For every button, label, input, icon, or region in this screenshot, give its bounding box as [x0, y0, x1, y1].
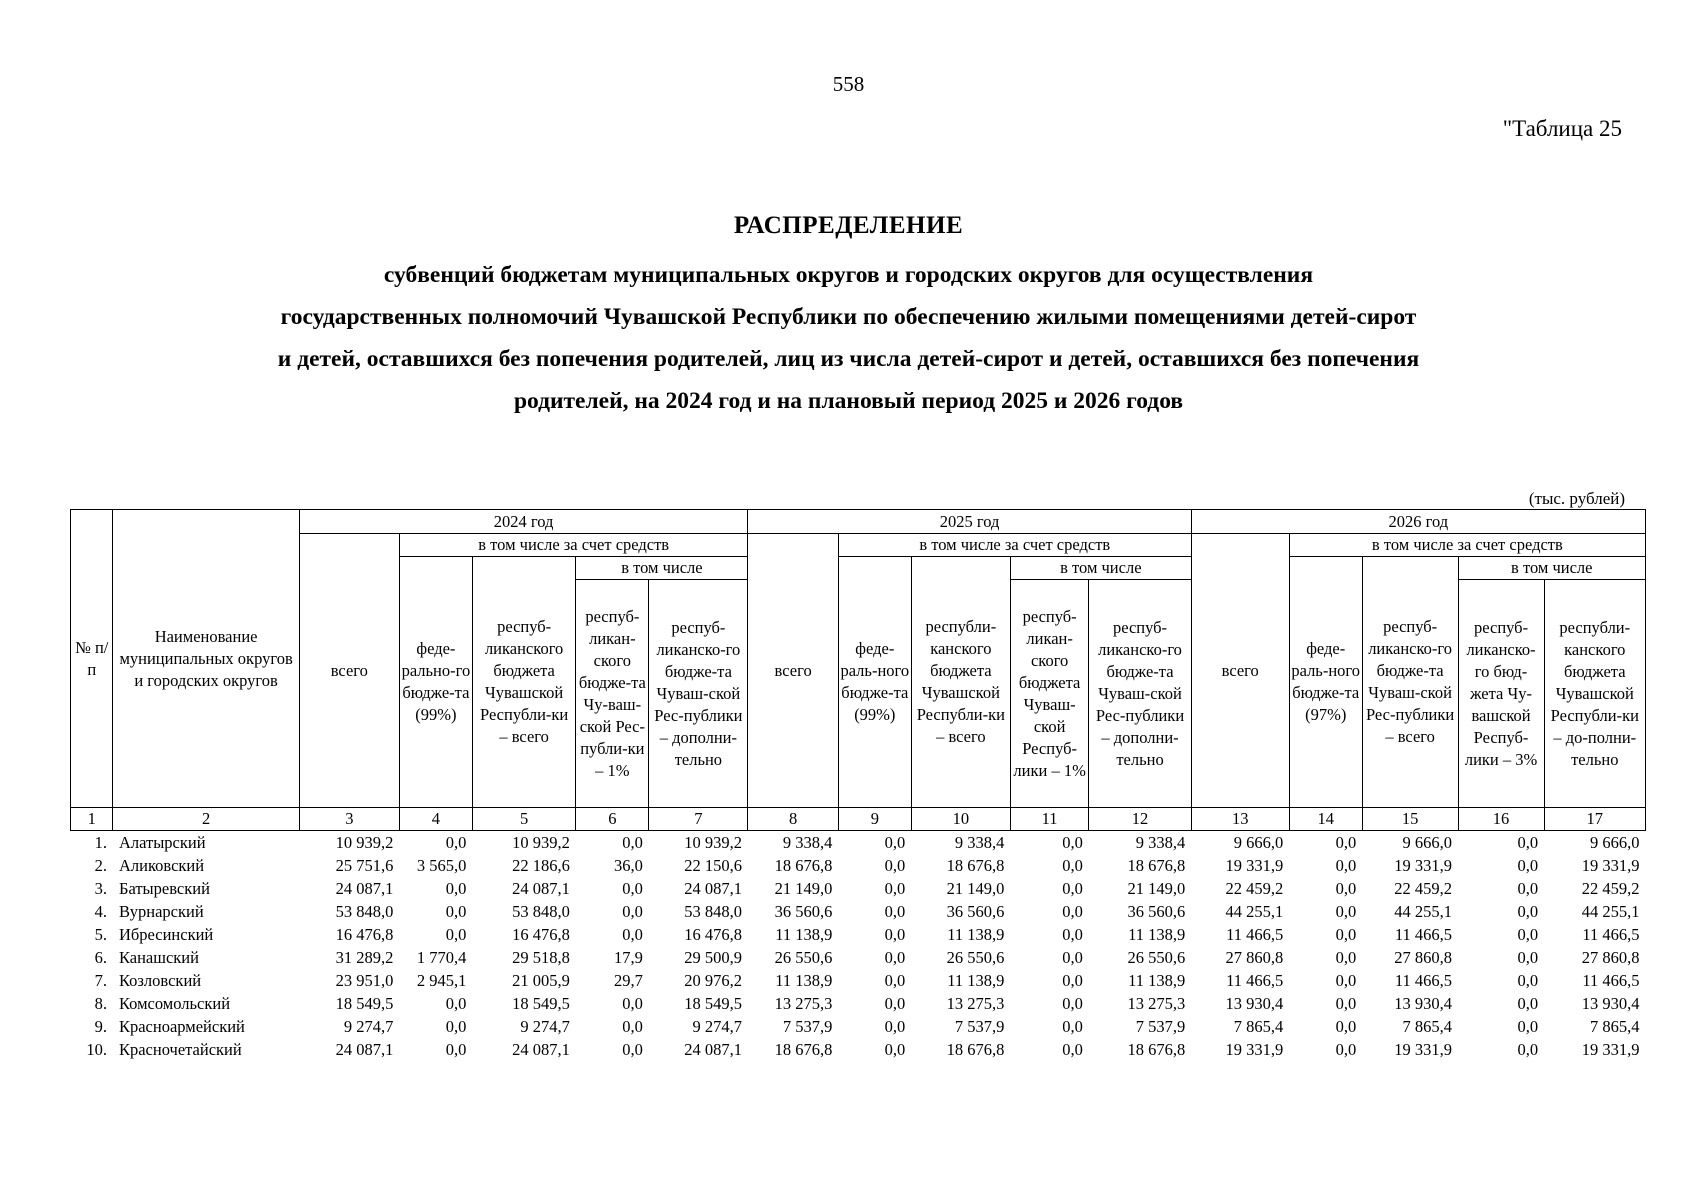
amount-cell: 9 338,4 — [954, 832, 1005, 852]
amount-cell: 22 150,6 — [684, 855, 742, 875]
row-number: 1. — [94, 832, 107, 852]
amount-cell: 0,0 — [884, 832, 906, 852]
amount-cell: 19 331,9 — [1394, 855, 1453, 875]
amount-cell: 24 087,1 — [512, 1039, 570, 1059]
table-row — [71, 946, 1646, 969]
amount-cell: 0,0 — [884, 1016, 906, 1036]
header-incl-2024: в том числе — [576, 557, 748, 580]
header-fed-2025: феде-раль-ного бюдже-та (99%) — [838, 557, 911, 808]
amount-cell: 0,0 — [1335, 855, 1357, 875]
amount-cell: 36 560,6 — [946, 901, 1005, 921]
amount-cell: 18 676,8 — [774, 1039, 833, 1059]
amount-cell: 21 149,0 — [1127, 878, 1186, 898]
amount-cell: 13 930,4 — [1225, 993, 1284, 1013]
amount-cell: 19 331,9 — [1225, 855, 1284, 875]
amount-cell: 9 274,7 — [343, 1016, 394, 1036]
amount-cell: 16 476,8 — [335, 924, 394, 944]
amount-cell: 11 138,9 — [947, 970, 1005, 990]
table-row — [71, 1038, 1646, 1061]
amount-cell: 36 560,6 — [774, 901, 833, 921]
header-incl-funds-2026: в том числе за счет средств — [1289, 534, 1645, 557]
amount-cell: 53 848,0 — [512, 901, 570, 921]
column-number: 11 — [1010, 808, 1088, 831]
amount-cell: 1 770,4 — [416, 947, 467, 967]
subtitle-line: государственных полномочий Чувашской Республики по обеспечению жилыми помещениями детей-сирот — [280, 304, 1417, 330]
amount-cell: 26 550,6 — [1127, 947, 1186, 967]
amount-cell: 29,7 — [613, 970, 643, 990]
amount-cell: 18 549,5 — [335, 993, 394, 1013]
header-name: Наименование муниципальных округов и городских округов — [113, 510, 299, 808]
amount-cell: 11 138,9 — [775, 924, 833, 944]
row-number: 9. — [94, 1016, 107, 1036]
table-row — [71, 969, 1646, 992]
amount-cell: 10 939,2 — [684, 832, 742, 852]
row-number: 8. — [94, 993, 107, 1013]
amount-cell: 7 865,4 — [1590, 1016, 1640, 1036]
amount-cell: 29 500,9 — [684, 947, 742, 967]
amount-cell: 16 476,8 — [684, 924, 742, 944]
amount-cell: 0,0 — [622, 1039, 643, 1059]
amount-cell: 23 951,0 — [335, 970, 394, 990]
header-rep-pct-2026: респуб-ликанско-го бюд-жета Чу-вашской Респуб-лики – 3% — [1458, 580, 1544, 808]
amount-cell: 0,0 — [1062, 901, 1083, 921]
table-row — [71, 992, 1646, 1015]
amount-cell: 9 666,0 — [1402, 832, 1453, 852]
table-row — [71, 923, 1646, 946]
amount-cell: 13 930,4 — [1581, 993, 1640, 1013]
header-incl-2026: в том числе — [1458, 557, 1645, 580]
amount-cell: 0,0 — [1517, 1039, 1539, 1059]
column-number: 6 — [576, 808, 649, 831]
header-total-2025: всего — [748, 534, 838, 808]
amount-cell: 7 537,9 — [1135, 1016, 1186, 1036]
amount-cell: 24 087,1 — [512, 878, 570, 898]
amount-cell: 13 275,3 — [1127, 993, 1186, 1013]
row-number: 3. — [94, 878, 107, 898]
amount-cell: 20 976,2 — [684, 970, 742, 990]
amount-cell: 0,0 — [1335, 1016, 1357, 1036]
column-number: 15 — [1362, 808, 1458, 831]
amount-cell: 9 274,7 — [520, 1016, 570, 1036]
column-number: 10 — [911, 808, 1010, 831]
amount-cell: 24 087,1 — [684, 878, 742, 898]
amount-cell: 27 860,8 — [1394, 947, 1453, 967]
column-number: 9 — [838, 808, 911, 831]
amount-cell: 18 549,5 — [684, 993, 742, 1013]
amount-cell: 21 149,0 — [946, 878, 1005, 898]
district-name: Аликовский — [118, 855, 205, 875]
amount-cell: 10 939,2 — [335, 832, 394, 852]
row-number: 2. — [94, 855, 107, 875]
amount-cell: 0,0 — [622, 924, 643, 944]
table-body — [71, 831, 1646, 1062]
amount-cell: 22 459,2 — [1394, 878, 1453, 898]
row-number: 5. — [94, 924, 107, 944]
amount-cell: 26 550,6 — [774, 947, 833, 967]
district-name: Красночетайский — [118, 1039, 242, 1059]
amount-cell: 0,0 — [622, 832, 643, 852]
row-number: 10. — [86, 1039, 107, 1059]
column-number: 13 — [1191, 808, 1289, 831]
column-number: 8 — [748, 808, 838, 831]
header-year-2024: 2024 год — [299, 510, 748, 534]
amount-cell: 0,0 — [1517, 970, 1539, 990]
amount-cell: 0,0 — [1335, 947, 1357, 967]
header-fed-2026: феде-раль-ного бюдже-та (97%) — [1289, 557, 1362, 808]
header-no: № п/п — [71, 510, 113, 808]
header-year-2026: 2026 год — [1191, 510, 1645, 534]
amount-cell: 11 466,5 — [1394, 924, 1453, 944]
column-number: 12 — [1089, 808, 1191, 831]
amount-cell: 11 138,9 — [1128, 970, 1186, 990]
amount-cell: 7 865,4 — [1402, 1016, 1453, 1036]
table-row — [71, 877, 1646, 900]
amount-cell: 22 459,2 — [1225, 878, 1284, 898]
header-total-2024: всего — [299, 534, 399, 808]
amount-cell: 22 186,6 — [512, 855, 570, 875]
district-name: Батыревский — [118, 878, 210, 898]
amount-cell: 27 860,8 — [1225, 947, 1284, 967]
amount-cell: 0,0 — [1062, 832, 1083, 852]
amount-cell: 19 331,9 — [1394, 1039, 1453, 1059]
column-number: 2 — [113, 808, 299, 831]
column-number: 17 — [1544, 808, 1645, 831]
amount-cell: 11 466,5 — [1582, 924, 1640, 944]
amount-cell: 0,0 — [884, 993, 906, 1013]
amount-cell: 9 338,4 — [782, 832, 833, 852]
amount-cell: 0,0 — [622, 878, 643, 898]
header-rep-all-2026: респуб-ликанско-го бюдже-та Чуваш-ской Рес-публики – всего — [1362, 557, 1458, 808]
amount-cell: 0,0 — [445, 901, 467, 921]
header-rep-add-2025: респуб-ликанско-го бюдже-та Чуваш-ской Рес-публики – дополни-тельно — [1089, 580, 1191, 808]
subtitle-line: и детей, оставшихся без попечения родителей, лиц из числа детей-сирот и детей, оставшихся без попечения — [277, 346, 1420, 372]
amount-cell: 18 676,8 — [774, 855, 833, 875]
amount-cell: 11 466,5 — [1582, 970, 1640, 990]
amount-cell: 13 930,4 — [1394, 993, 1453, 1013]
amount-cell: 0,0 — [884, 878, 906, 898]
amount-cell: 7 865,4 — [1233, 1016, 1284, 1036]
amount-cell: 44 255,1 — [1225, 901, 1284, 921]
header-rep-all-2025: республи-канского бюджета Чувашской Республи-ки – всего — [911, 557, 1010, 808]
amount-cell: 19 331,9 — [1581, 1039, 1640, 1059]
amount-cell: 0,0 — [1517, 832, 1539, 852]
amount-cell: 26 550,6 — [946, 947, 1005, 967]
amount-cell: 19 331,9 — [1225, 1039, 1284, 1059]
units-note: (тыс. рублей) — [1528, 489, 1625, 508]
district-name: Красноармейский — [118, 1016, 245, 1036]
amount-cell: 0,0 — [622, 901, 643, 921]
amount-cell: 0,0 — [884, 901, 906, 921]
amount-cell: 11 138,9 — [1128, 924, 1186, 944]
header-rep-add-2026: республи-канского бюджета Чувашской Республи-ки – до-полни-тельно — [1544, 580, 1645, 808]
header-rep-all-2024: респуб-ликанского бюджета Чувашской Республи-ки – всего — [472, 557, 575, 808]
amount-cell: 0,0 — [1062, 855, 1083, 875]
amount-cell: 17,9 — [613, 947, 643, 967]
amount-cell: 44 255,1 — [1394, 901, 1453, 921]
district-name: Козловский — [118, 970, 202, 990]
amount-cell: 0,0 — [622, 1016, 643, 1036]
amount-cell: 18 676,8 — [1127, 1039, 1186, 1059]
amount-cell: 7 537,9 — [954, 1016, 1005, 1036]
header-rep-add-2024: респуб-ликанско-го бюдже-та Чуваш-ской Рес-публики – дополни-тельно — [649, 580, 748, 808]
amount-cell: 9 338,4 — [1135, 832, 1186, 852]
subtitle-line: родителей, на 2024 год и на плановый период 2025 и 2026 годов — [513, 388, 1184, 414]
amount-cell: 0,0 — [884, 970, 906, 990]
header-incl-funds-2025: в том числе за счет средств — [838, 534, 1191, 557]
column-number: 16 — [1458, 808, 1544, 831]
amount-cell: 0,0 — [1335, 832, 1357, 852]
amount-cell: 21 149,0 — [774, 878, 833, 898]
header-rep-pct-2025: респуб-ликан-ского бюджета Чуваш-ской Респуб-лики – 1% — [1010, 580, 1088, 808]
document-title: РАСПРЕДЕЛЕНИЕ — [733, 212, 964, 239]
amount-cell: 0,0 — [1062, 970, 1083, 990]
header-total-2026: всего — [1191, 534, 1289, 808]
amount-cell: 21 005,9 — [512, 970, 570, 990]
amount-cell: 11 466,5 — [1226, 924, 1284, 944]
amount-cell: 9 274,7 — [692, 1016, 742, 1036]
amount-cell: 13 275,3 — [774, 993, 833, 1013]
amount-cell: 0,0 — [445, 1016, 467, 1036]
amount-cell: 0,0 — [445, 993, 467, 1013]
amount-cell: 44 255,1 — [1581, 901, 1640, 921]
amount-cell: 31 289,2 — [335, 947, 394, 967]
subventions-table — [70, 509, 1646, 1061]
amount-cell: 0,0 — [1517, 901, 1539, 921]
district-name: Канашский — [118, 947, 199, 967]
table-row — [71, 900, 1646, 923]
amount-cell: 0,0 — [445, 878, 467, 898]
amount-cell: 27 860,8 — [1581, 947, 1640, 967]
amount-cell: 7 537,9 — [782, 1016, 833, 1036]
header-fed-2024: феде-рально-го бюдже-та (99%) — [399, 557, 472, 808]
amount-cell: 18 676,8 — [946, 855, 1005, 875]
amount-cell: 0,0 — [1335, 901, 1357, 921]
column-number: 3 — [299, 808, 399, 831]
table-reference: "Таблица 25 — [1502, 116, 1622, 141]
district-name: Ибресинский — [118, 924, 214, 944]
amount-cell: 0,0 — [1062, 1039, 1083, 1059]
header-incl-funds-2024: в том числе за счет средств — [399, 534, 748, 557]
header-rep-pct-2024: респуб-ликан-ского бюдже-та Чу-ваш-ской Рес-публи-ки – 1% — [576, 580, 649, 808]
row-number: 6. — [94, 947, 107, 967]
amount-cell: 24 087,1 — [684, 1039, 742, 1059]
amount-cell: 13 275,3 — [946, 993, 1005, 1013]
table-row — [71, 1015, 1646, 1038]
amount-cell: 0,0 — [1335, 878, 1357, 898]
subtitle-line: субвенций бюджетам муниципальных округов и городских округов для осуществления — [383, 262, 1314, 288]
amount-cell: 53 848,0 — [335, 901, 394, 921]
district-name: Комсомольский — [118, 993, 231, 1013]
amount-cell: 0,0 — [445, 924, 467, 944]
column-number: 7 — [649, 808, 748, 831]
table-row — [71, 831, 1646, 855]
column-number: 4 — [399, 808, 472, 831]
amount-cell: 18 549,5 — [512, 993, 570, 1013]
amount-cell: 9 666,0 — [1233, 832, 1284, 852]
amount-cell: 0,0 — [445, 1039, 467, 1059]
amount-cell: 25 751,6 — [335, 855, 394, 875]
amount-cell: 19 331,9 — [1581, 855, 1640, 875]
amount-cell: 0,0 — [1335, 993, 1357, 1013]
amount-cell: 11 138,9 — [947, 924, 1005, 944]
amount-cell: 0,0 — [1517, 993, 1539, 1013]
amount-cell: 36 560,6 — [1127, 901, 1186, 921]
amount-cell: 0,0 — [1517, 1016, 1539, 1036]
amount-cell: 24 087,1 — [335, 1039, 394, 1059]
amount-cell: 18 676,8 — [1127, 855, 1186, 875]
table-header — [71, 510, 1646, 831]
amount-cell: 0,0 — [1517, 855, 1539, 875]
district-name: Алатырский — [118, 832, 206, 852]
column-number: 14 — [1289, 808, 1362, 831]
amount-cell: 24 087,1 — [335, 878, 394, 898]
amount-cell: 29 518,8 — [512, 947, 570, 967]
amount-cell: 16 476,8 — [512, 924, 570, 944]
header-year-2025: 2025 год — [748, 510, 1191, 534]
amount-cell: 0,0 — [1062, 993, 1083, 1013]
district-name: Вурнарский — [118, 901, 204, 921]
amount-cell: 0,0 — [1335, 924, 1357, 944]
column-number: 5 — [472, 808, 575, 831]
amount-cell: 10 939,2 — [512, 832, 570, 852]
column-number-row — [71, 808, 1646, 831]
amount-cell: 53 848,0 — [684, 901, 742, 921]
row-number: 7. — [94, 970, 107, 990]
amount-cell: 0,0 — [1062, 924, 1083, 944]
amount-cell: 0,0 — [1062, 947, 1083, 967]
amount-cell: 11 466,5 — [1226, 970, 1284, 990]
amount-cell: 18 676,8 — [946, 1039, 1005, 1059]
column-number: 1 — [71, 808, 113, 831]
amount-cell: 0,0 — [1517, 924, 1539, 944]
amount-cell: 0,0 — [622, 993, 643, 1013]
amount-cell: 0,0 — [884, 1039, 906, 1059]
amount-cell: 0,0 — [884, 855, 906, 875]
amount-cell: 0,0 — [1517, 947, 1539, 967]
amount-cell: 36,0 — [613, 855, 643, 875]
amount-cell: 0,0 — [1335, 1039, 1357, 1059]
row-number: 4. — [94, 901, 107, 921]
amount-cell: 0,0 — [884, 947, 906, 967]
amount-cell: 2 945,1 — [416, 970, 467, 990]
amount-cell: 0,0 — [1517, 878, 1539, 898]
header-incl-2025: в том числе — [1010, 557, 1191, 580]
amount-cell: 0,0 — [1062, 878, 1083, 898]
table-row — [71, 854, 1646, 877]
amount-cell: 9 666,0 — [1590, 832, 1640, 852]
page-number: 558 — [832, 72, 865, 96]
amount-cell: 22 459,2 — [1581, 878, 1640, 898]
amount-cell: 0,0 — [1335, 970, 1357, 990]
amount-cell: 3 565,0 — [416, 855, 467, 875]
amount-cell: 11 466,5 — [1394, 970, 1453, 990]
amount-cell: 0,0 — [884, 924, 906, 944]
amount-cell: 0,0 — [1062, 1016, 1083, 1036]
amount-cell: 11 138,9 — [775, 970, 833, 990]
amount-cell: 0,0 — [445, 832, 467, 852]
document-subtitle — [180, 254, 1517, 422]
